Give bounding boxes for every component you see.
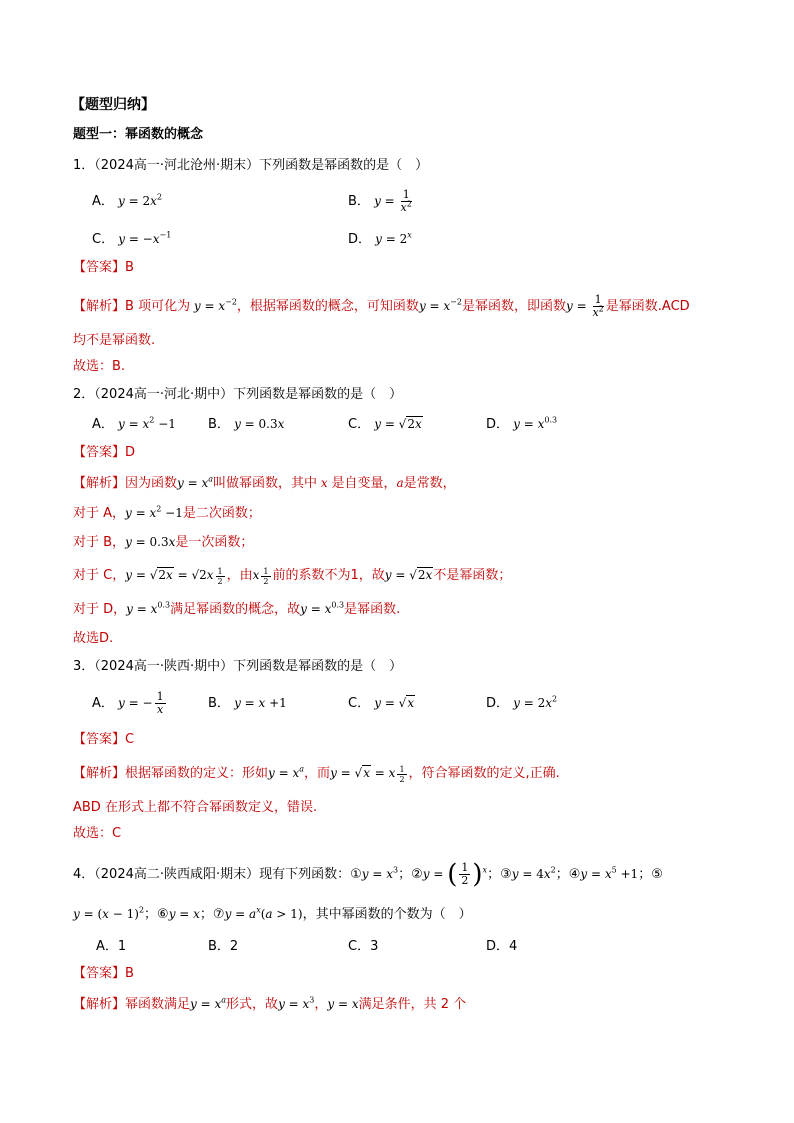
q2-analysis-text-1: 因为函数 bbox=[125, 476, 178, 491]
q1-option-d: D． $y = 2^x$ bbox=[348, 230, 412, 247]
q1-analysis-text-3: 是幂函数，即函数 bbox=[461, 299, 566, 314]
q4-option-d: D．4 bbox=[486, 939, 518, 954]
q3-answer bbox=[73, 731, 134, 749]
q2-analysis-tag: 【解析】 bbox=[73, 476, 126, 491]
q1-option-d-label: D． bbox=[348, 232, 372, 247]
q4-analysis-text-3: ， bbox=[314, 997, 328, 1012]
q3-option-b-label: B． bbox=[208, 696, 230, 711]
q1-analysis-text-1: B 项可化为 bbox=[125, 299, 191, 314]
q1-option-c: C． $y = -x^{-1}$ bbox=[92, 230, 172, 247]
q4-stem-text-1: 4．（2024高二·陕西咸阳·期末）现有下列函数：① bbox=[73, 867, 362, 882]
q2-option-d-label: D． bbox=[486, 417, 510, 432]
q2-analysis-c-label: 对于 C， bbox=[73, 568, 126, 583]
q1-option-a: A． $y = 2x^2$ bbox=[92, 192, 163, 209]
q3-stem: 3．（2024高一·陕西·期中）下列函数是幂函数的是（ ） bbox=[73, 659, 403, 674]
q2-analysis-text-2: 叫做幂函数，其中 bbox=[213, 476, 318, 491]
q4-analysis-tag: 【解析】 bbox=[73, 997, 126, 1012]
q2-answer-value: D bbox=[125, 445, 136, 460]
section-title: 【题型归纳】 bbox=[71, 97, 155, 113]
q4-stem-text-7: ；⑦ bbox=[199, 907, 225, 922]
q2-analysis-text-4: 是常数， bbox=[403, 476, 456, 491]
q2-conclusion: 故选D. bbox=[73, 631, 114, 646]
q4-analysis: 【解析】幂函数满足$y = x^a$形式，故$y = x^3$，y = x满足条件，共 2 个 bbox=[73, 995, 467, 1012]
q1-option-a-formula: y bbox=[118, 194, 125, 208]
q3-option-a: A． y = − $\frac{1}{x}$ bbox=[92, 690, 164, 716]
q2-option-b-label: B． bbox=[208, 417, 230, 432]
q4-answer-tag: 【答案】 bbox=[73, 966, 126, 981]
q4-stem-cont: $y = (x - 1)^2$；⑥y = x；⑦y = $a^x(a > 1)$，其中幂函数的个数为（ ） bbox=[73, 905, 472, 922]
q3-answer-tag: 【答案】 bbox=[73, 732, 126, 747]
q1-option-b-fraction: $\frac{1}{x^2}$ bbox=[400, 188, 412, 214]
q1-answer-tag: 【答案】 bbox=[73, 260, 126, 275]
q2-analysis-a-label: 对于 A， bbox=[73, 506, 126, 521]
q4-stem-text-5: ；⑤ bbox=[638, 867, 663, 882]
q2-analysis-d: 对于 D，$y = x^{0.3}$满足幂函数的概念，故$y = x^{0.3}$是幂函数. bbox=[73, 600, 401, 617]
q4-stem-text-4: ；④ bbox=[555, 867, 581, 882]
q2-option-c: C． y = √2x bbox=[348, 417, 422, 432]
q2-option-d: D． $y = x^{0.3}$ bbox=[486, 415, 558, 432]
q2-analysis-d-label: 对于 D， bbox=[73, 602, 127, 617]
q4-stem-text-8: ，其中幂函数的个数为（ ） bbox=[302, 907, 472, 922]
q4-stem: 4．（2024高二·陕西咸阳·期末）现有下列函数：①y = $x^3$；②y = ( $\frac{1}{2}$ )$^x$；③y = $4x^2$；④y = $x^5 +1$；⑤ bbox=[73, 859, 663, 890]
type-title: 题型一：幂函数的概念 bbox=[73, 127, 204, 142]
q2-analysis-b-text: 是一次函数； bbox=[175, 535, 254, 550]
q2-option-a-label: A． bbox=[92, 417, 114, 432]
q1-analysis-tag: 【解析】 bbox=[73, 299, 126, 314]
q4-stem-text-3: ；③ bbox=[487, 867, 512, 882]
q1-answer-value: B bbox=[125, 260, 134, 275]
q4-option-c: C．3 bbox=[348, 939, 379, 954]
q1-analysis: 【解析】B 项可化为 $y = x^{-2}$，根据幂函数的概念，可知函数$y = x^{-2}$是幂函数，即函数y = $\frac{1}{x^2}$ 是幂函数.ACD bbox=[73, 293, 690, 319]
q4-analysis-text-2: 形式，故 bbox=[226, 997, 279, 1012]
q3-option-c-label: C． bbox=[348, 696, 371, 711]
q2-option-a: A． $y = x^2 -1$ bbox=[92, 415, 176, 432]
q4-option-b: B．2 bbox=[208, 939, 239, 954]
q3-option-d: D． $y = 2x^2$ bbox=[486, 694, 558, 711]
q3-analysis-text-3: ，符合幂函数的定义,正确. bbox=[408, 766, 560, 781]
q2-analysis-c-text-1: ，由 bbox=[226, 568, 253, 583]
q2-option-b: B． y = 0.3x bbox=[208, 417, 285, 432]
q2-analysis-a: 对于 A，$y = x^2 -1$是二次函数； bbox=[73, 504, 261, 521]
q3-option-d-label: D． bbox=[486, 696, 510, 711]
q4-analysis-text-4: 满足条件，共 2 个 bbox=[358, 997, 467, 1012]
q2-analysis-a-text: 是二次函数； bbox=[182, 506, 261, 521]
q1-stem: 1．（2024高一·河北沧州·期末）下列函数是幂函数的是（ ） bbox=[73, 158, 429, 173]
q3-option-a-label: A． bbox=[92, 696, 114, 711]
q1-analysis-text-4: 是幂函数.ACD bbox=[605, 299, 690, 314]
q2-stem: 2．（2024高一·河北·期中）下列函数是幂函数的是（ ） bbox=[73, 387, 403, 402]
q3-conclusion: 故选：C bbox=[73, 826, 122, 841]
q2-option-c-label: C． bbox=[348, 417, 371, 432]
q2-analysis-b-label: 对于 B， bbox=[73, 535, 126, 550]
q4-analysis-text-1: 幂函数满足 bbox=[125, 997, 191, 1012]
q1-analysis-cont: 均不是幂函数. bbox=[73, 333, 156, 348]
q3-option-c: C． y = √x bbox=[348, 696, 415, 711]
q2-analysis: 【解析】因为函数$y = x^a$叫做幂函数，其中 x 是自变量，a是常数， bbox=[73, 474, 456, 491]
q4-option-a: A．1 bbox=[96, 939, 127, 954]
q1-option-b: B． y = $\frac{1}{x^2}$ bbox=[348, 188, 412, 214]
q2-answer-tag: 【答案】 bbox=[73, 445, 126, 460]
q2-analysis-d-text-1: 满足幂函数的概念，故 bbox=[170, 602, 301, 617]
q3-analysis-tag: 【解析】 bbox=[73, 766, 126, 781]
q1-option-a-label: A． bbox=[92, 194, 114, 209]
q2-analysis-text-3: 是自变量， bbox=[331, 476, 397, 491]
q4-answer-value: B bbox=[125, 966, 134, 981]
q3-analysis-text-1: 根据幂函数的定义：形如 bbox=[125, 766, 269, 781]
q3-answer-value: C bbox=[125, 732, 135, 747]
q1-conclusion: 故选：B. bbox=[73, 359, 126, 374]
q4-stem-text-6: ；⑥ bbox=[144, 907, 169, 922]
q1-analysis-text-2: ，根据幂函数的概念，可知函数 bbox=[236, 299, 419, 314]
q3-analysis-text-2: ，而 bbox=[304, 766, 331, 781]
q1-option-c-label: C． bbox=[92, 232, 115, 247]
q2-analysis-c: 对于 C，y = √2x = √2x $\frac{1}{2}$ ，由x $\frac{1}{2}$ 前的系数不为1，故y = √2x不是幂函数； bbox=[73, 566, 512, 586]
q2-analysis-b: 对于 B，y = 0.3x是一次函数； bbox=[73, 535, 254, 550]
q2-analysis-c-text-2: 前的系数不为1，故 bbox=[272, 568, 385, 583]
q4-stem-text-2: ；② bbox=[398, 867, 423, 882]
q4-answer bbox=[73, 965, 134, 983]
q1-option-b-label: B． bbox=[348, 194, 370, 209]
q2-analysis-c-text-3: 不是幂函数； bbox=[433, 568, 512, 583]
q1-answer bbox=[73, 259, 134, 277]
q3-option-b: B． y = x +1 bbox=[208, 696, 287, 711]
q3-analysis: 【解析】根据幂函数的定义：形如$y = x^a$，而y = √x = x $\frac{1}{2}$ ，符合幂函数的定义,正确. bbox=[73, 764, 560, 784]
q3-analysis-cont: ABD 在形式上都不符合幂函数定义，错误. bbox=[73, 800, 318, 815]
q2-analysis-d-text-2: 是幂函数. bbox=[344, 602, 401, 617]
q2-answer bbox=[73, 444, 135, 462]
